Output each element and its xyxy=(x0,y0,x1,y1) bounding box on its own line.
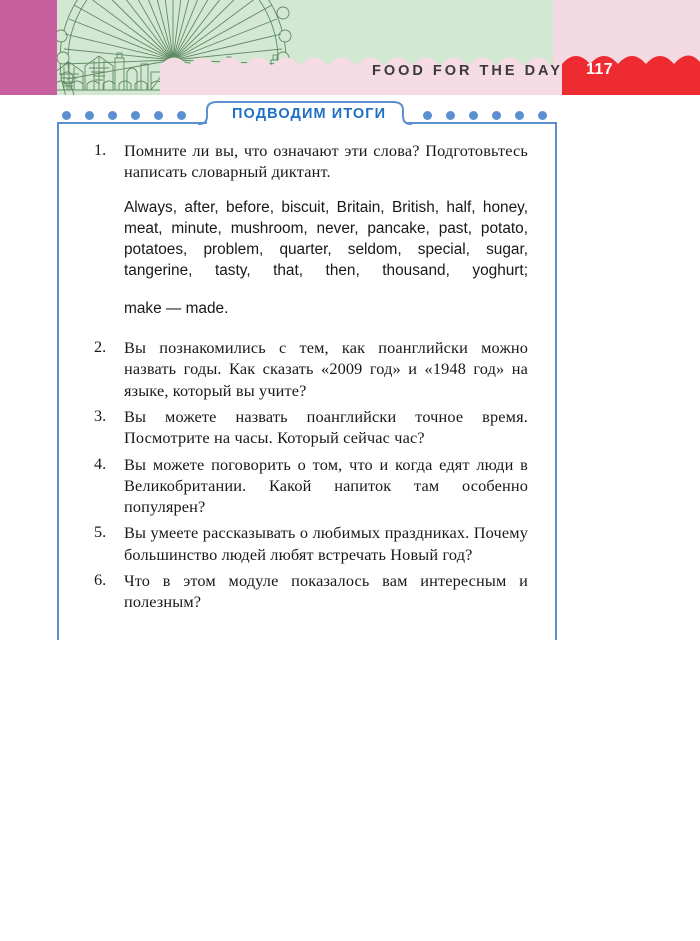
task-text: Что в этом модуле показалось вам интересным и полезным? xyxy=(124,571,528,612)
vocabulary-word-list: Always, after, before, biscuit, Britain, British, half, honey, meat, minute, mushroom, never, pancake, past, potato, potatoes, problem, quarter, seldom, special, sugar, tangerine, tasty, that, then, thousand, yoghurt; xyxy=(124,198,528,280)
frame-top-right xyxy=(407,122,557,124)
scallop-red-block xyxy=(562,52,700,95)
task-list xyxy=(0,140,700,613)
task-text: Вы умеете рассказывать о любимых праздниках. Почему большинство людей любят встречать Новый год? xyxy=(124,523,528,564)
task-number: 5. xyxy=(94,522,107,542)
task-number: 4. xyxy=(94,453,107,473)
decor-dot xyxy=(469,111,478,120)
page-header xyxy=(0,0,700,95)
list-item xyxy=(0,570,700,613)
decor-dot xyxy=(108,111,117,120)
list-item xyxy=(0,337,700,401)
task-number: 2. xyxy=(94,337,107,357)
frame-top-left xyxy=(57,122,207,124)
list-item xyxy=(0,522,700,565)
banner-title: FOOD FOR THE DAY xyxy=(372,63,563,79)
verb-pair: make — made. xyxy=(124,299,229,317)
decor-dot xyxy=(62,111,71,120)
decor-dot xyxy=(538,111,547,120)
task-text: Вы можете назвать поанглийски точное время. Посмотрите на часы. Который сейчас час? xyxy=(124,406,528,448)
list-item xyxy=(0,454,700,518)
task-number: 3. xyxy=(94,405,107,425)
decor-dot xyxy=(154,111,163,120)
task-number: 1. xyxy=(94,140,107,159)
decor-dot xyxy=(446,111,455,120)
list-item xyxy=(0,140,700,183)
task-text: Вы можете поговорить о том, что и когда едят люди в Великобритании. Какой напиток там особенно популярен? xyxy=(124,454,528,517)
decor-dot xyxy=(492,111,501,120)
task-number: 6. xyxy=(94,570,107,590)
page-number: 117 xyxy=(586,61,614,78)
decor-dot xyxy=(131,111,140,120)
decor-dot xyxy=(423,111,432,120)
task-text: Вы познакомились с тем, как поанглийски можно назвать годы. Как сказать «2009 год» и «1948 год» на языке, который вы учите? xyxy=(124,338,528,400)
list-item xyxy=(0,406,700,449)
task-text: Помните ли вы, что означают эти слова? Подготовьтесь написать словарный диктант. xyxy=(124,141,528,182)
section-tab-label: ПОДВОДИМ ИТОГИ xyxy=(232,106,387,122)
decor-dot xyxy=(85,111,94,120)
decor-dot xyxy=(177,111,186,120)
decor-dot xyxy=(515,111,524,120)
header-magenta-block xyxy=(0,0,57,95)
